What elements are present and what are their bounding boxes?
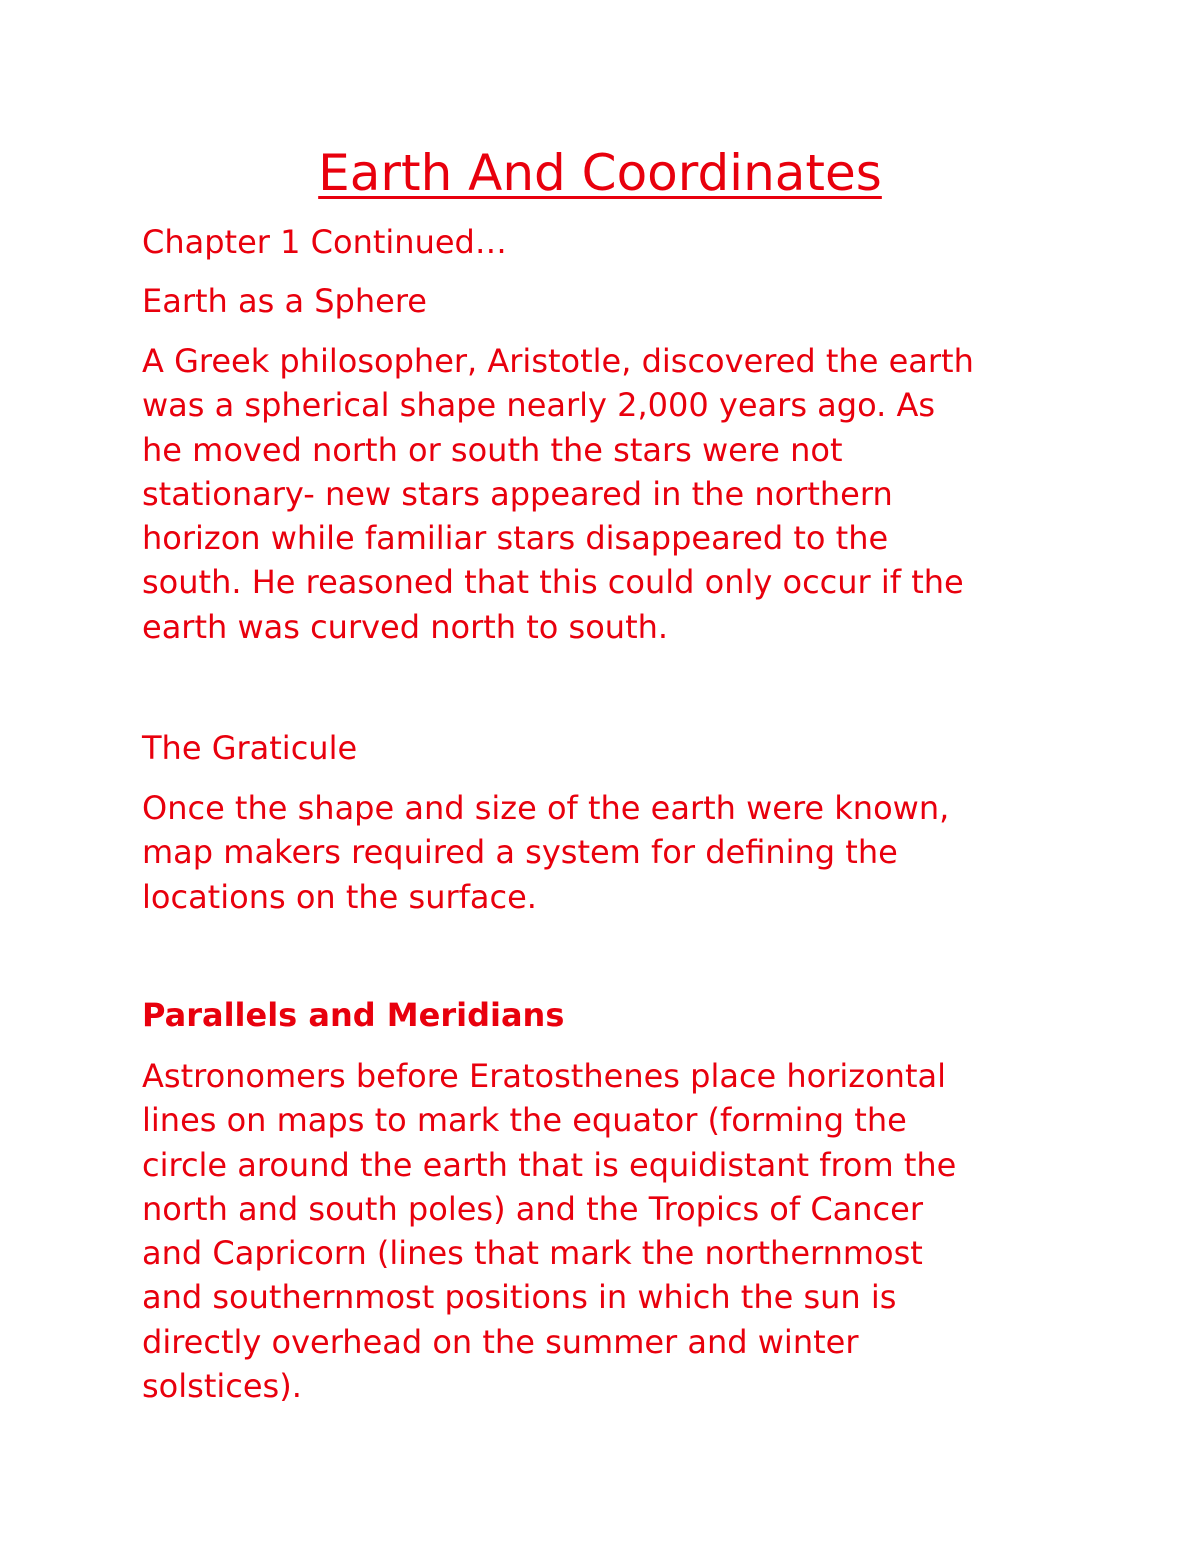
section-heading-parallels-meridians: Parallels and Meridians [142,996,565,1034]
section-heading-earth-sphere: Earth as a Sphere [142,282,427,320]
section-body-parallels-meridians: Astronomers before Eratosthenes place horizontal lines on maps to mark the equator (forming the circle around the earth that is equidistant from the north and south poles) and the Tropics of Cancer and Capricorn (lines that mark the northernmost and southernmost positions in which the sun is directly overhead on the summer and winter solstices). [142,1057,957,1406]
section-heading-graticule: The Graticule [142,729,358,767]
chapter-subtitle: Chapter 1 Continued… [142,223,507,261]
section-body-graticule: Once the shape and size of the earth were known, map makers required a system for defining the locations on the surface. [142,789,950,916]
section-body-earth-sphere: A Greek philosopher, Aristotle, discovered the earth was a spherical shape nearly 2,000 years ago. As he moved north or south the stars were not stationary- new stars appeared in the northern horizon while familiar stars disappeared to the south. He reasoned that this could only occur if the earth was curved north to south. [142,342,974,646]
document-title: Earth And Coordinates [318,144,882,202]
